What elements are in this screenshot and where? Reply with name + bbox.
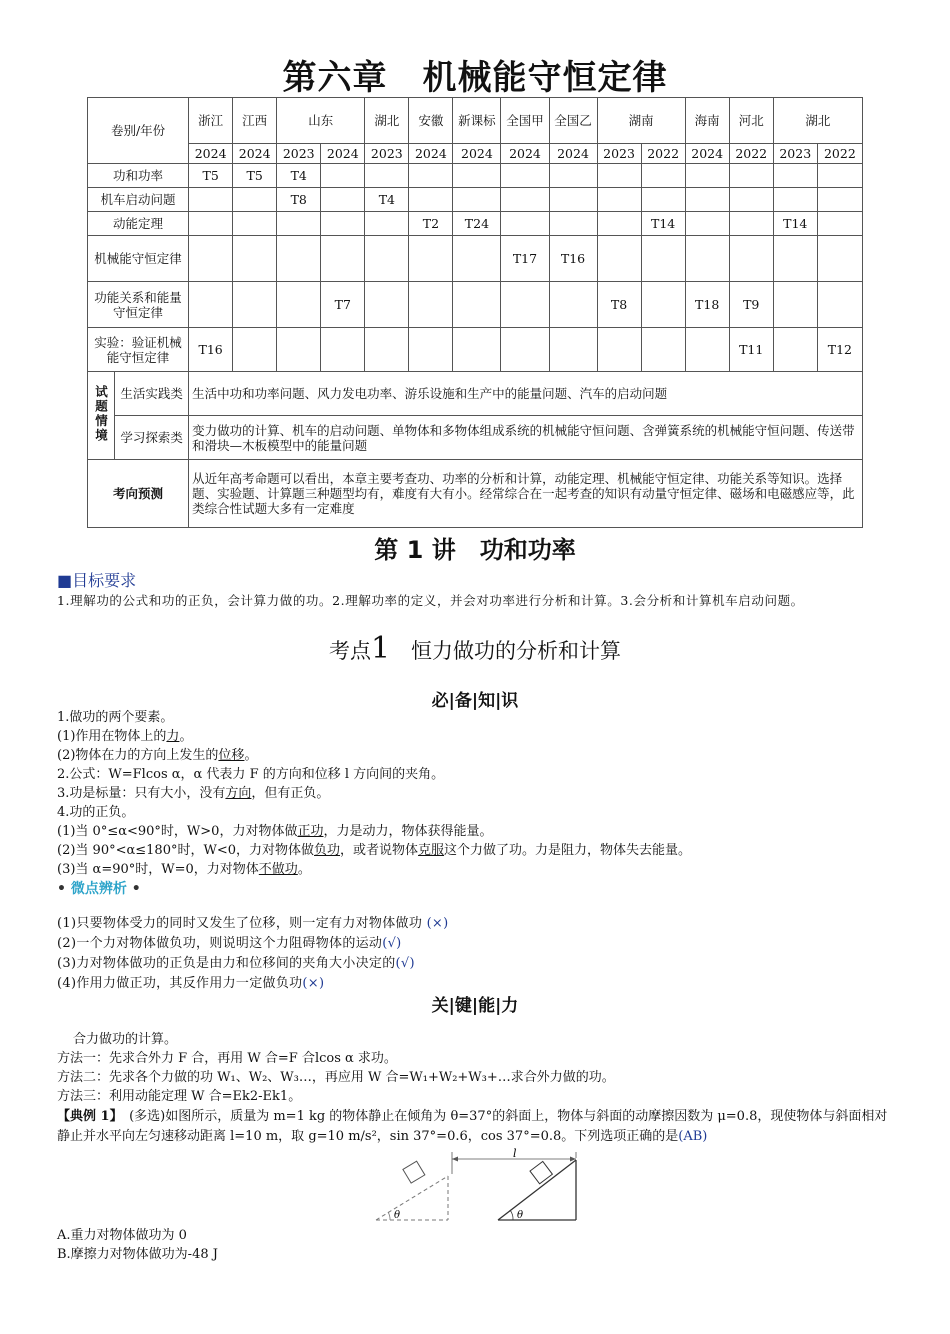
table-cell: [365, 328, 409, 372]
province: 湖北: [365, 98, 409, 144]
table-cell: [189, 236, 233, 282]
table-cell: [189, 188, 233, 212]
table-cell: T14: [641, 212, 685, 236]
table-cell: T9: [729, 282, 773, 328]
year: 2022: [641, 144, 685, 164]
year: 2024: [549, 144, 597, 164]
province: 山东: [277, 98, 365, 144]
options-block: [57, 1226, 907, 1264]
judgement-item: (3)力对物体做功的正负是由力和位移间的夹角大小决定的(√): [57, 956, 415, 971]
table-cell: [233, 328, 277, 372]
table-cell: [453, 188, 501, 212]
table-cell: T7: [321, 282, 365, 328]
table-cell: [277, 212, 321, 236]
table-cell: [729, 188, 773, 212]
table-cell: [409, 282, 453, 328]
table-cell: [597, 212, 641, 236]
table-cell: T8: [597, 282, 641, 328]
table-cell: T5: [233, 164, 277, 188]
table-cell: [453, 164, 501, 188]
bibei-heading: 必|备|知|识: [431, 691, 519, 711]
table-cell: [685, 164, 729, 188]
province: 湖北: [773, 98, 862, 144]
table-cell: [501, 282, 549, 328]
table-cell: [685, 212, 729, 236]
table-cell: [453, 236, 501, 282]
option-b: B.摩擦力对物体做功为-48 J: [57, 1247, 218, 1262]
province: 河北: [729, 98, 773, 144]
table-cell: [773, 164, 817, 188]
table-cell: [453, 282, 501, 328]
table-cell: [233, 282, 277, 328]
table-cell: [641, 188, 685, 212]
table-cell: T11: [729, 328, 773, 372]
year: 2024: [233, 144, 277, 164]
knowledge-block: 1.做功的两个要素。 (1)作用在物体上的力。 (2)物体在力的方向上发生的位移。 2.公式：W=Flcos α，α 代表力 F 的方向和位移 l 方向间的夹角。 3.功是标量：只有大小，没有方向，但有正负。 4.功的正负。 (1)当 0°≤α<90°时，W>0，力对物体做正功，力是动力，物体获得能量。 (2)当 90°<α≤180°时，W<0，力对物体做负功，或者说物体克服这个力做了功。力是阻力，物体失去能量。 (3)当 α=90°时，W=0，力对物体不做功。: [57, 710, 692, 877]
province: 安徽: [409, 98, 453, 144]
table-cell: [597, 188, 641, 212]
judgement-item: (4)作用力做正功，其反作用力一定做负功(×): [57, 976, 325, 991]
example-question: 【典例 1】 (多选)如图所示，质量为 m=1 kg 的物体静止在倾角为 θ=37°的斜面上，物体与斜面的动摩擦因数为 μ=0.8，现使物体与斜面相对静止并水平向左匀速移动距离 l=10 m，取 g=10 m/s²，sin 37°=0.6，cos 37°=0.8。下列选项正确的是(AB): [57, 1109, 888, 1144]
year: 2024: [189, 144, 233, 164]
year: 2023: [597, 144, 641, 164]
table-cell: [321, 164, 365, 188]
goal-heading: ■目标要求: [57, 571, 137, 590]
table-cell: T12: [817, 328, 862, 372]
table-cell: T16: [189, 328, 233, 372]
table-cell: [817, 282, 862, 328]
table-row: [88, 164, 863, 188]
guanjian-heading: 关|键|能|力: [431, 996, 519, 1016]
row-label: 实验：验证机械能守恒定律: [88, 328, 189, 372]
table-cell: [549, 164, 597, 188]
context-label: 试题情境: [88, 372, 115, 460]
context-type: 学习探索类: [115, 416, 189, 460]
province: 江西: [233, 98, 277, 144]
row-label: 功能关系和能量守恒定律: [88, 282, 189, 328]
table-cell: [321, 236, 365, 282]
table-cell: [409, 236, 453, 282]
table-cell: [277, 236, 321, 282]
table-cell: [453, 328, 501, 372]
table-cell: [641, 236, 685, 282]
table-cell: [189, 282, 233, 328]
year: 2024: [409, 144, 453, 164]
table-cell: [549, 282, 597, 328]
table-cell: [773, 282, 817, 328]
option-a: A.重力对物体做功为 0: [57, 1228, 187, 1243]
table-row: [88, 188, 863, 212]
table-cell: [729, 236, 773, 282]
table-row: [88, 282, 863, 328]
table-cell: T24: [453, 212, 501, 236]
province: 湖南: [597, 98, 685, 144]
table-cell: [729, 212, 773, 236]
table-cell: [501, 188, 549, 212]
table-cell: [817, 164, 862, 188]
table-cell: [597, 328, 641, 372]
year: 2022: [817, 144, 862, 164]
year: 2024: [453, 144, 501, 164]
table-cell: [641, 328, 685, 372]
judgement-list: [57, 914, 907, 994]
table-cell: [641, 164, 685, 188]
table-cell: [685, 328, 729, 372]
table-cell: T16: [549, 236, 597, 282]
table-cell: [277, 328, 321, 372]
context-type: 生活实践类: [115, 372, 189, 416]
label-l: l: [513, 1148, 517, 1160]
table-cell: [549, 188, 597, 212]
row-label: 机械能守恒定律: [88, 236, 189, 282]
context-row: [88, 372, 863, 416]
table-cell: [549, 328, 597, 372]
table-cell: T4: [277, 164, 321, 188]
forecast-row: [88, 460, 863, 528]
province: 海南: [685, 98, 729, 144]
table-cell: [277, 282, 321, 328]
table-row: [88, 328, 863, 372]
table-cell: [365, 236, 409, 282]
table-cell: [501, 164, 549, 188]
table-cell: [233, 188, 277, 212]
forecast-text: 从近年高考命题可以看出，本章主要考查功、功率的分析和计算，动能定理、机械能守恒定律、功能关系等知识。选择题、实验题、计算题三种题型均有，难度有大有小。经常综合在一起考查的知识有动量守恒定律、磁场和电磁感应等，此类综合性试题大多有一定难度: [189, 460, 863, 528]
table-cell: T5: [189, 164, 233, 188]
label-theta: θ: [517, 1210, 524, 1221]
context-row: [88, 416, 863, 460]
table-cell: [817, 236, 862, 282]
table-cell: [321, 212, 365, 236]
province: 新课标: [453, 98, 501, 144]
year: 2023: [277, 144, 321, 164]
header-label: 卷别/年份: [88, 98, 189, 164]
table-cell: [773, 188, 817, 212]
table-cell: [729, 164, 773, 188]
context-text: 生活中功和功率问题、风力发电功率、游乐设施和生产中的能量问题、汽车的启动问题: [189, 372, 863, 416]
table-cell: [685, 188, 729, 212]
table-cell: [773, 328, 817, 372]
table-cell: T14: [773, 212, 817, 236]
table-cell: [597, 236, 641, 282]
year: 2024: [501, 144, 549, 164]
province-row: [88, 98, 863, 144]
chapter-title: 第六章 机械能守恒定律: [282, 58, 668, 98]
incline-figure: [372, 1148, 580, 1226]
table-cell: T17: [501, 236, 549, 282]
weidian-heading: • 微点辨析 •: [57, 881, 141, 897]
table-cell: [773, 236, 817, 282]
methods-block: 合力做功的计算。 方法一：先求合外力 F 合，再用 W 合=F 合lcos α 求功。 方法二：先求各个力做的功 W₁、W₂、W₃…，再应用 W 合=W₁+W₂+W₃+…求合外力做的功。 方法三：利用动能定理 W 合=Ek2-Ek1。: [57, 1032, 615, 1104]
province: 浙江: [189, 98, 233, 144]
table-cell: T2: [409, 212, 453, 236]
table-cell: [409, 164, 453, 188]
table-cell: [409, 188, 453, 212]
lecture-title: 第 1 讲 功和功率: [374, 536, 576, 564]
forecast-label: 考向预测: [88, 460, 189, 528]
table-cell: [501, 212, 549, 236]
table-cell: [233, 236, 277, 282]
judgement-item: (1)只要物体受力的同时又发生了位移，则一定有力对物体做功 (×): [57, 916, 449, 931]
year: 2024: [321, 144, 365, 164]
label-theta: θ: [394, 1210, 401, 1221]
table-cell: [321, 188, 365, 212]
table-cell: [549, 212, 597, 236]
year: 2022: [729, 144, 773, 164]
table-cell: [409, 328, 453, 372]
table-cell: T8: [277, 188, 321, 212]
table-cell: [817, 212, 862, 236]
table-cell: [365, 164, 409, 188]
table-cell: T18: [685, 282, 729, 328]
province: 全国甲: [501, 98, 549, 144]
goal-text: 1.理解功的公式和功的正负，会计算力做的功。2.理解功率的定义，并会对功率进行分析和计算。3.会分析和计算机车启动问题。: [57, 593, 804, 608]
context-text: 变力做功的计算、机车的启动问题、单物体和多物体组成系统的机械能守恒问题、含弹簧系统的机械能守恒问题、传送带和滑块—木板模型中的能量问题: [189, 416, 863, 460]
table-cell: [321, 328, 365, 372]
year: 2023: [773, 144, 817, 164]
table-cell: [233, 212, 277, 236]
table-cell: [817, 188, 862, 212]
row-label: 动能定理: [88, 212, 189, 236]
table-cell: [189, 212, 233, 236]
table-cell: [365, 212, 409, 236]
row-label: 机车启动问题: [88, 188, 189, 212]
table-cell: [641, 282, 685, 328]
judgement-item: (2)一个力对物体做负功，则说明这个力阻碍物体的运动(√): [57, 936, 402, 951]
table-cell: [685, 236, 729, 282]
year-row: [88, 144, 863, 164]
province: 全国乙: [549, 98, 597, 144]
table-cell: [365, 282, 409, 328]
row-label: 功和功率: [88, 164, 189, 188]
table-cell: [597, 164, 641, 188]
year: 2024: [685, 144, 729, 164]
year: 2023: [365, 144, 409, 164]
table-row: [88, 236, 863, 282]
table-cell: T4: [365, 188, 409, 212]
key-point-title: 考点1 恒力做功的分析和计算: [328, 631, 622, 666]
exam-table: [87, 97, 863, 528]
table-cell: [501, 328, 549, 372]
table-row: [88, 212, 863, 236]
